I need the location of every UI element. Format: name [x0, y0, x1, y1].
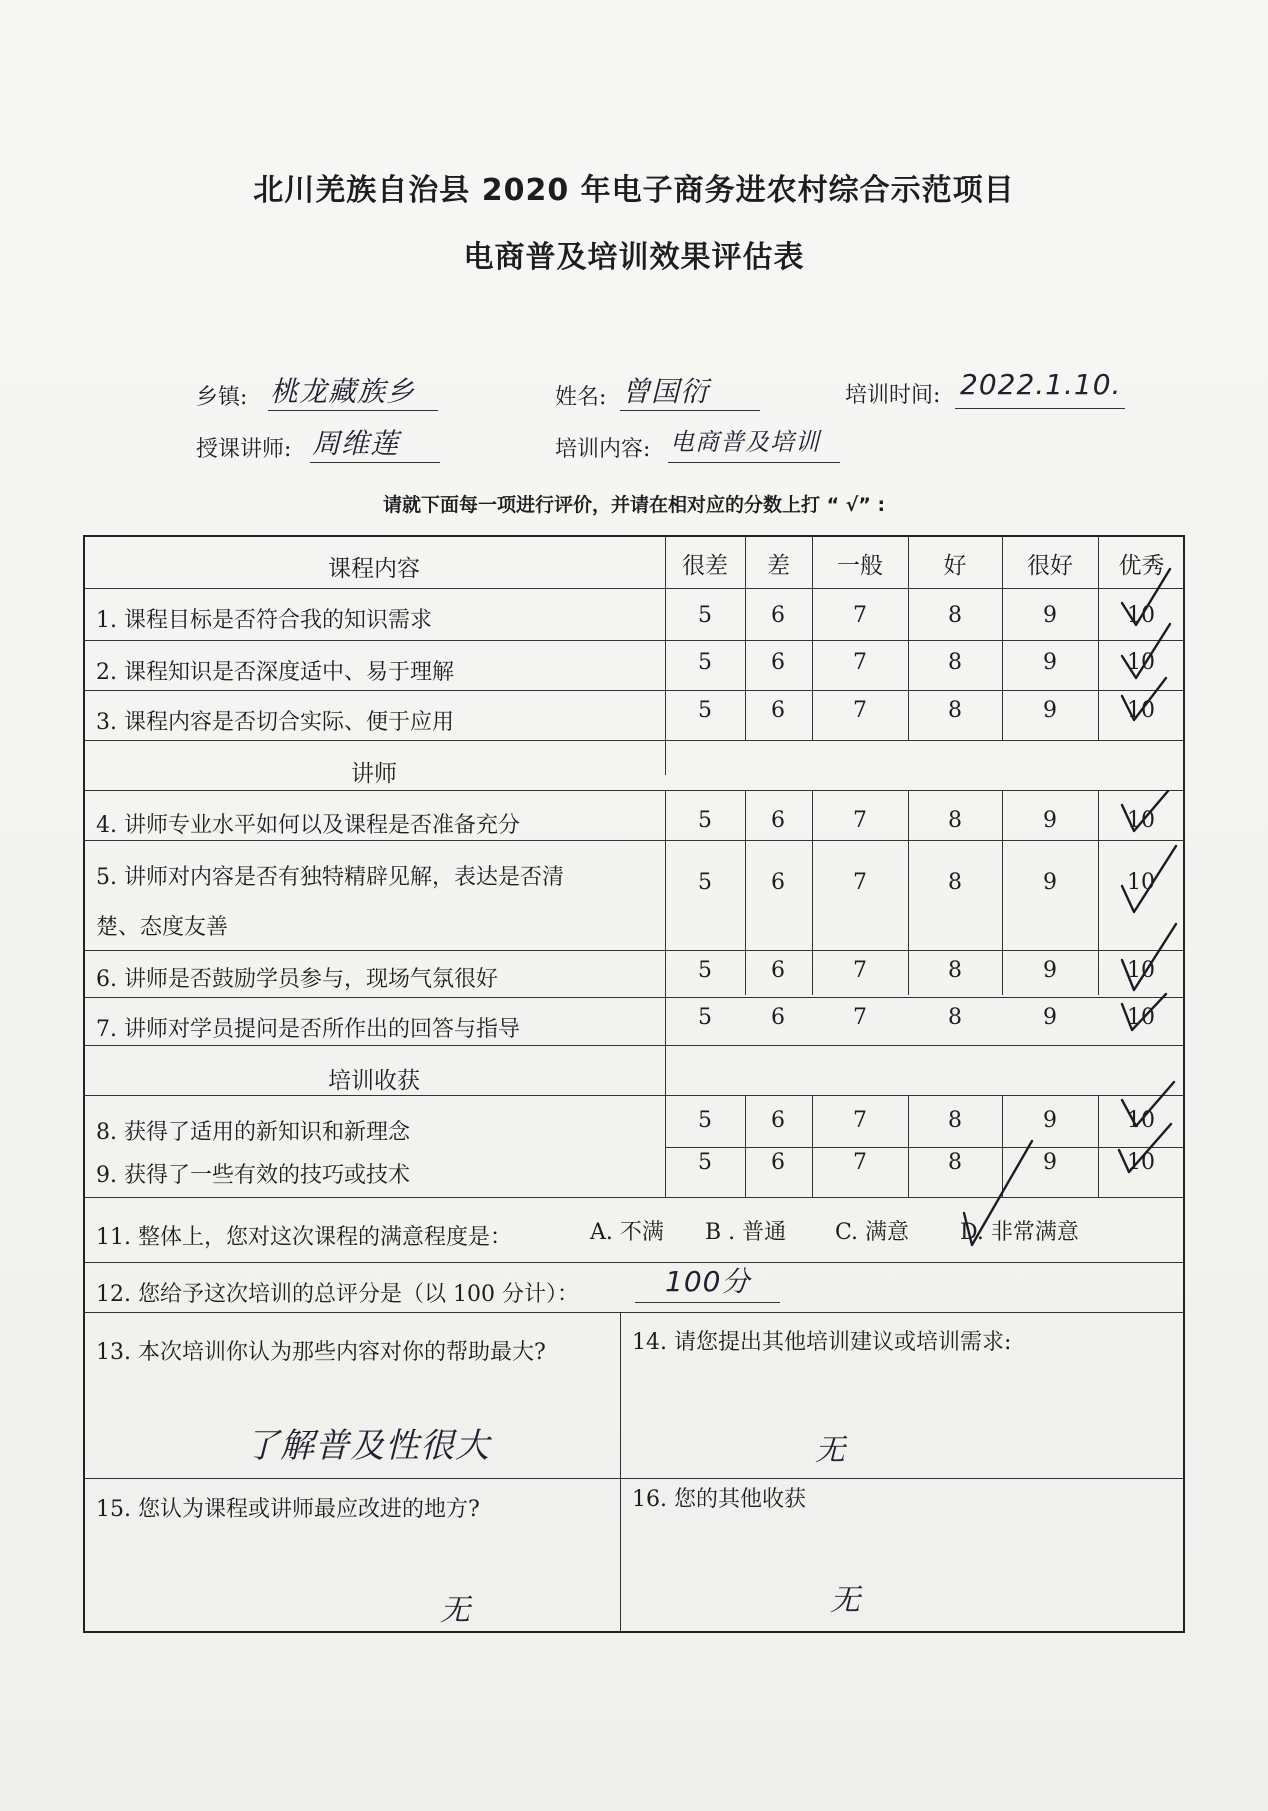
check-mark-icon: [1115, 1120, 1185, 1180]
score-option[interactable]: 9: [1043, 1005, 1057, 1030]
name-underline: [620, 410, 760, 411]
q13-answer[interactable]: 了解普及性很大: [245, 1426, 490, 1466]
score-option[interactable]: 8: [948, 1150, 962, 1175]
score-option[interactable]: 10: [1127, 1005, 1155, 1030]
q11-option-d[interactable]: D. 非常满意: [960, 1220, 1079, 1245]
col-header-average: 一般: [837, 553, 883, 579]
score-option[interactable]: 5: [698, 808, 712, 833]
score-option[interactable]: 6: [771, 1005, 785, 1030]
row-7-label: 7. 讲师对学员提问是否所作出的回答与指导: [96, 1017, 520, 1042]
score-option[interactable]: 5: [698, 958, 712, 983]
score-option[interactable]: 9: [1043, 650, 1057, 675]
q16-label: 16. 您的其他收获: [632, 1487, 806, 1512]
score-option[interactable]: 6: [771, 958, 785, 983]
score-option[interactable]: 6: [771, 698, 785, 723]
score-option[interactable]: 10: [1127, 958, 1155, 983]
row-8-label: 8. 获得了适用的新知识和新理念: [96, 1120, 410, 1145]
score-option[interactable]: 6: [771, 870, 785, 895]
score-option[interactable]: 6: [771, 1108, 785, 1133]
score-option[interactable]: 5: [698, 650, 712, 675]
score-option[interactable]: 9: [1043, 603, 1057, 628]
score-option[interactable]: 5: [698, 1005, 712, 1030]
score-option[interactable]: 5: [698, 1150, 712, 1175]
score-option[interactable]: 5: [698, 1108, 712, 1133]
score-option[interactable]: 5: [698, 603, 712, 628]
row-5-label-cont: 楚、态度友善: [96, 915, 229, 940]
row-9-label: 9. 获得了一些有效的技巧或技术: [96, 1163, 410, 1188]
township-label: 乡镇:: [196, 385, 248, 410]
q12-answer[interactable]: 100分: [665, 1265, 751, 1298]
q12-underline: [635, 1302, 780, 1303]
lecturer-value[interactable]: 周维莲: [312, 427, 400, 460]
score-option[interactable]: 9: [1043, 870, 1057, 895]
col-header-very-poor: 很差: [682, 553, 728, 579]
score-option[interactable]: 7: [853, 650, 867, 675]
score-option[interactable]: 9: [1043, 808, 1057, 833]
score-option[interactable]: 10: [1127, 808, 1155, 833]
score-option[interactable]: 6: [771, 1150, 785, 1175]
col-header-excellent: 优秀: [1118, 553, 1165, 579]
row-4-label: 4. 讲师专业水平如何以及课程是否准备充分: [96, 813, 520, 838]
score-option[interactable]: 8: [948, 650, 962, 675]
training-time-label: 培训时间:: [845, 383, 941, 408]
col-header-poor: 差: [767, 553, 790, 579]
training-content-underline: [668, 462, 840, 463]
row-1-label: 1. 课程目标是否符合我的知识需求: [96, 608, 432, 633]
q11-option-a[interactable]: A. 不满: [590, 1220, 664, 1245]
form-subtitle: 电商普及培训效果评估表: [463, 240, 805, 275]
score-option[interactable]: 5: [698, 698, 712, 723]
q14-label: 14. 请您提出其他培训建议或培训需求:: [632, 1330, 1012, 1355]
row-3-label: 3. 课程内容是否切合实际、便于应用: [96, 710, 454, 735]
score-option[interactable]: 8: [948, 958, 962, 983]
township-value[interactable]: 桃龙藏族乡: [270, 375, 416, 408]
score-option[interactable]: 7: [853, 1005, 867, 1030]
instruction-text: 请就下面每一项进行评价，并请在相对应的分数上打 “ √” :: [382, 494, 886, 516]
score-option[interactable]: 5: [698, 870, 712, 895]
score-option[interactable]: 9: [1043, 1108, 1057, 1133]
score-option[interactable]: 7: [853, 870, 867, 895]
score-option[interactable]: 9: [1043, 1150, 1057, 1175]
training-time-underline: [955, 408, 1125, 409]
check-mark-icon: [1118, 920, 1188, 1000]
score-option[interactable]: 8: [948, 1108, 962, 1133]
section-gains: 培训收获: [328, 1068, 420, 1094]
score-option[interactable]: 10: [1127, 603, 1155, 628]
check-mark-icon: [1118, 785, 1178, 845]
q11-option-c[interactable]: C. 满意: [835, 1220, 910, 1245]
check-mark-icon: [1118, 842, 1188, 922]
score-option[interactable]: 7: [853, 808, 867, 833]
q11-option-b[interactable]: B . 普通: [705, 1220, 787, 1245]
score-option[interactable]: 8: [948, 603, 962, 628]
score-option[interactable]: 6: [771, 808, 785, 833]
training-content-value[interactable]: 电商普及培训: [670, 428, 820, 456]
score-option[interactable]: 10: [1127, 1108, 1155, 1133]
score-option[interactable]: 6: [771, 603, 785, 628]
q15-answer[interactable]: 无: [440, 1593, 471, 1628]
score-option[interactable]: 7: [853, 603, 867, 628]
q14-answer[interactable]: 无: [815, 1433, 846, 1468]
row-2-label: 2. 课程知识是否深度适中、易于理解: [96, 660, 454, 685]
training-time-value[interactable]: 2022.1.10.: [960, 368, 1122, 401]
q11-label: 11. 整体上，您对这次课程的满意程度是：: [96, 1225, 512, 1250]
col-header-very-good: 很好: [1027, 553, 1073, 579]
township-underline: [268, 410, 438, 411]
score-option[interactable]: 10: [1127, 1150, 1155, 1175]
lecturer-label: 授课讲师:: [196, 437, 292, 462]
check-mark-icon: [1118, 990, 1178, 1050]
name-label: 姓名:: [555, 385, 607, 410]
score-option[interactable]: 9: [1043, 958, 1057, 983]
lecturer-underline: [310, 462, 440, 463]
q15-label: 15. 您认为课程或讲师最应改进的地方?: [96, 1497, 480, 1522]
score-option[interactable]: 7: [853, 1108, 867, 1133]
name-value[interactable]: 曾国衍: [622, 375, 710, 408]
score-option[interactable]: 7: [853, 1150, 867, 1175]
score-option[interactable]: 8: [948, 698, 962, 723]
score-option[interactable]: 9: [1043, 698, 1057, 723]
q12-label: 12. 您给予这次培训的总评分是（以 100 分计）：: [96, 1282, 579, 1307]
score-option[interactable]: 6: [771, 650, 785, 675]
row-5-label: 5. 讲师对内容是否有独特精辟见解，表达是否清: [96, 865, 564, 890]
q16-answer[interactable]: 无: [830, 1583, 861, 1618]
col-header-good: 好: [943, 553, 967, 579]
score-option[interactable]: 7: [853, 958, 867, 983]
score-option[interactable]: 8: [948, 808, 962, 833]
row-6-label: 6. 讲师是否鼓励学员参与，现场气氛很好: [96, 967, 498, 992]
score-option[interactable]: 8: [948, 870, 962, 895]
section-lecturer: 讲师: [351, 761, 397, 787]
score-option[interactable]: 10: [1127, 650, 1155, 675]
score-option[interactable]: 10: [1127, 870, 1155, 895]
col-header-content: 课程内容: [328, 556, 420, 582]
score-option[interactable]: 8: [948, 1005, 962, 1030]
check-mark-icon: [1118, 672, 1178, 732]
q13-label: 13. 本次培训你认为那些内容对你的帮助最大?: [96, 1340, 546, 1365]
score-option[interactable]: 7: [853, 698, 867, 723]
score-option[interactable]: 10: [1127, 698, 1155, 723]
training-content-label: 培训内容:: [555, 437, 651, 462]
form-title: 北川羌族自治县 2020 年电子商务进农村综合示范项目: [253, 173, 1015, 208]
